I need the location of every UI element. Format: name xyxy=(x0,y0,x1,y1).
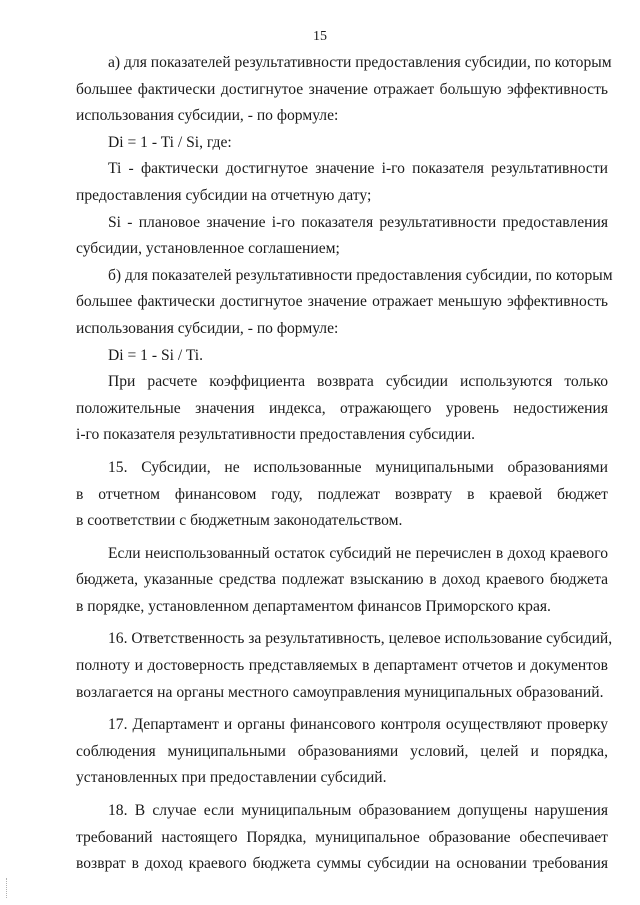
text-line: 16. Ответственность за результативность, целевое использование субсидий, xyxy=(108,630,613,648)
page-number: 15 xyxy=(313,29,327,44)
text-line: 15. Субсидии, не использованные муниципальными образованиями xyxy=(108,458,608,476)
text-line: Ti - фактически достигнутое значение i-го показателя результативности xyxy=(108,160,608,178)
text-line: в отчетном финансовом году, подлежат возврату в краевой бюджет xyxy=(76,485,608,503)
text-line: положительные значения индекса, отражающего уровень недостижения xyxy=(76,399,608,417)
text-line: б) для показателей результативности предоставления субсидии, по которым xyxy=(108,266,613,284)
text-line: возлагается на органы местного самоуправления муниципальных образований. xyxy=(76,683,604,701)
text-line: в соответствии с бюджетным законодательством. xyxy=(76,512,403,530)
text-line: соблюдения муниципальными образованиями условий, целей и порядка, xyxy=(76,742,608,760)
text-line: Если неиспользованный остаток субсидий не перечислен в доход краевого xyxy=(108,544,608,562)
text-line: требований настоящего Порядка, муниципальное образование обеспечивает xyxy=(76,828,608,846)
text-line: возврат в доход краевого бюджета суммы субсидии на основании требования xyxy=(76,855,608,873)
text-line: в порядке, установленном департаментом финансов Приморского края. xyxy=(76,597,551,615)
text-line: большее фактически достигнутое значение отражает меньшую эффективность xyxy=(76,293,608,311)
scan-margin-mark xyxy=(6,878,8,898)
text-line: а) для показателей результативности предоставления субсидии, по которым xyxy=(108,54,612,71)
text-line: Si - плановое значение i-го показателя результативности предоставления xyxy=(108,213,608,231)
text-line: бюджета, указанные средства подлежат взысканию в доход краевого бюджета xyxy=(76,571,608,589)
text-line: субсидии, установленное соглашением; xyxy=(76,240,340,258)
text-line: большее фактически достигнутое значение отражает большую эффективность xyxy=(76,80,608,98)
text-line: Di = 1 - Si / Ti. xyxy=(108,346,204,364)
text-line: 18. В случае если муниципальным образованием допущены нарушения xyxy=(108,802,608,820)
text-line: i-го показателя результативности предоставления субсидии. xyxy=(76,426,476,444)
text-line: использования субсидии, - по формуле: xyxy=(76,319,339,337)
text-line: использования субсидии, - по формуле: xyxy=(76,107,339,125)
text-line: полноту и достоверность представляемых в департамент отчетов и документов xyxy=(76,657,608,675)
text-line: 17. Департамент и органы финансового контроля осуществляют проверку xyxy=(108,716,608,734)
text-line: предоставления субсидии на отчетную дату; xyxy=(76,186,372,204)
document-body xyxy=(76,50,613,878)
text-line: Di = 1 - Ti / Si, где: xyxy=(108,133,232,151)
text-line: При расчете коэффициента возврата субсидии используются только xyxy=(108,373,608,391)
text-line: установленных при предоставлении субсидий. xyxy=(76,769,387,787)
